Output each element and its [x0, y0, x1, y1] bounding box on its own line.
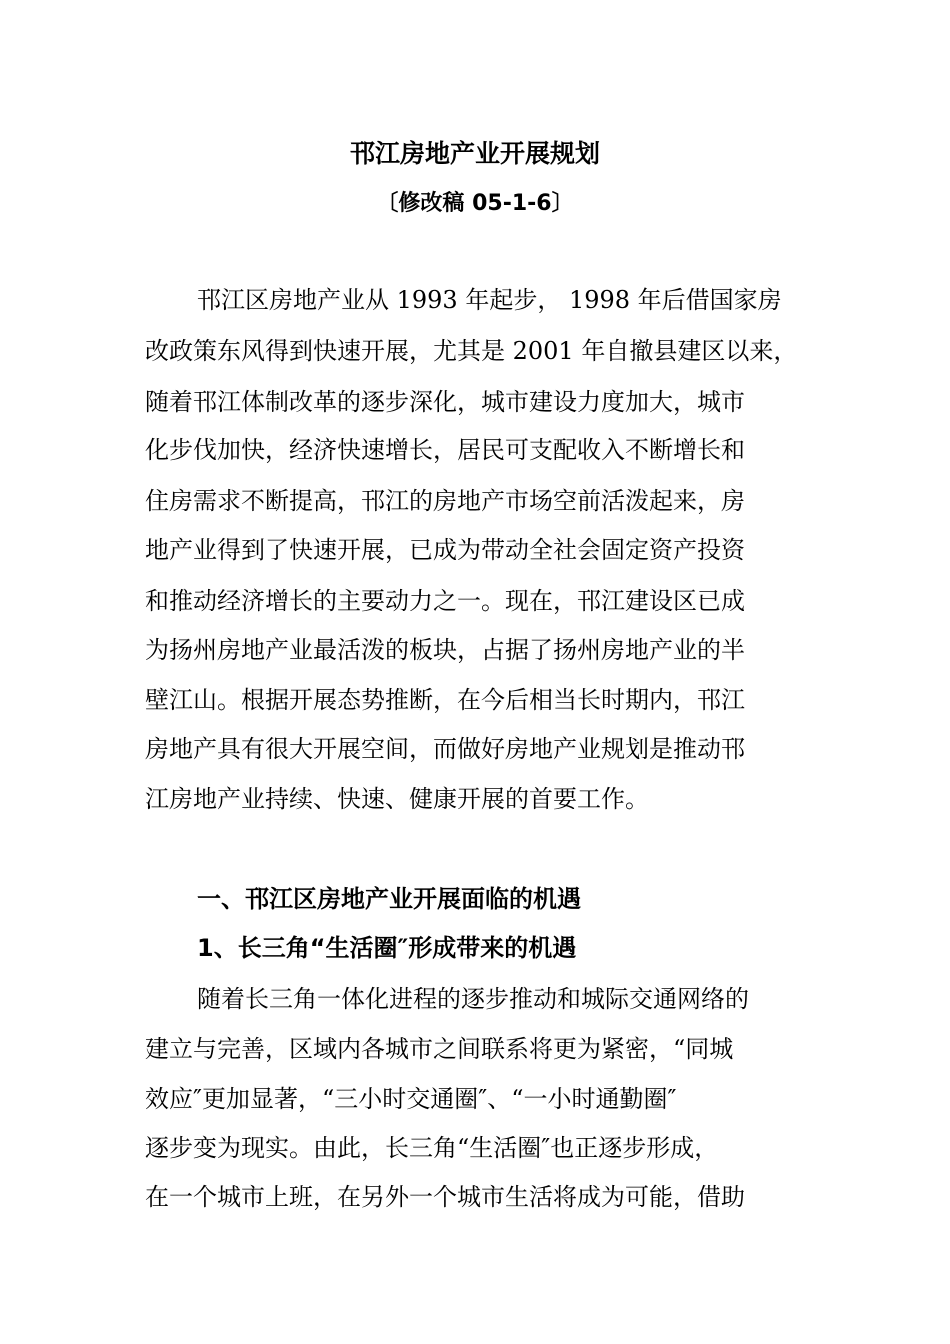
- intro-line: 改政策东风得到快速开展，尤其是 2001 年自撤县建区以来，: [145, 337, 798, 365]
- intro-line: 住房需求不断提高，邗江的房地产市场空前活泼起来，房: [145, 487, 745, 515]
- intro-line: 和推动经济增长的主要动力之一。现在，邗江建设区已成: [145, 587, 745, 615]
- body-line: 效应″更加显著，“三小时交通圈″、“一小时通勤圈″: [145, 1085, 677, 1113]
- intro-line: 江房地产业持续、快速、健康开展的首要工作。: [145, 785, 649, 813]
- document-subtitle: 〔修改稿 05-1-6〕: [376, 191, 574, 216]
- body-line: 随着长三角一体化进程的逐步推动和城际交通网络的: [197, 985, 749, 1013]
- body-line: 在一个城市上班，在另外一个城市生活将成为可能，借助: [145, 1183, 745, 1211]
- document-title: 邗江房地产业开展规划: [349, 139, 600, 168]
- intro-line: 化步伐加快，经济快速增长，居民可支配收入不断增长和: [145, 436, 745, 464]
- subsection-heading: 1、长三角“生活圈″形成带来的机遇: [197, 934, 577, 962]
- body-line: 建立与完善，区域内各城市之间联系将更为紧密，“同城: [145, 1035, 734, 1063]
- intro-line: 为扬州房地产业最活泼的板块，占据了扬州房地产业的半: [145, 636, 745, 664]
- intro-line: 房地产具有很大开展空间，而做好房地产业规划是推动邗: [145, 735, 745, 763]
- section-heading: 一、邗江区房地产业开展面临的机遇: [197, 885, 581, 913]
- intro-line: 壁江山。根据开展态势推断，在今后相当长时期内，邗江: [145, 686, 745, 714]
- intro-line: 随着邗江体制改革的逐步深化，城市建设力度加大，城市: [145, 388, 745, 416]
- intro-line: 邗江区房地产业从 1993 年起步， 1998 年后借国家房: [197, 286, 782, 314]
- body-line: 逐步变为现实。由此，长三角“生活圈″也正逐步形成，: [145, 1134, 719, 1162]
- intro-line: 地产业得到了快速开展，已成为带动全社会固定资产投资: [145, 536, 745, 564]
